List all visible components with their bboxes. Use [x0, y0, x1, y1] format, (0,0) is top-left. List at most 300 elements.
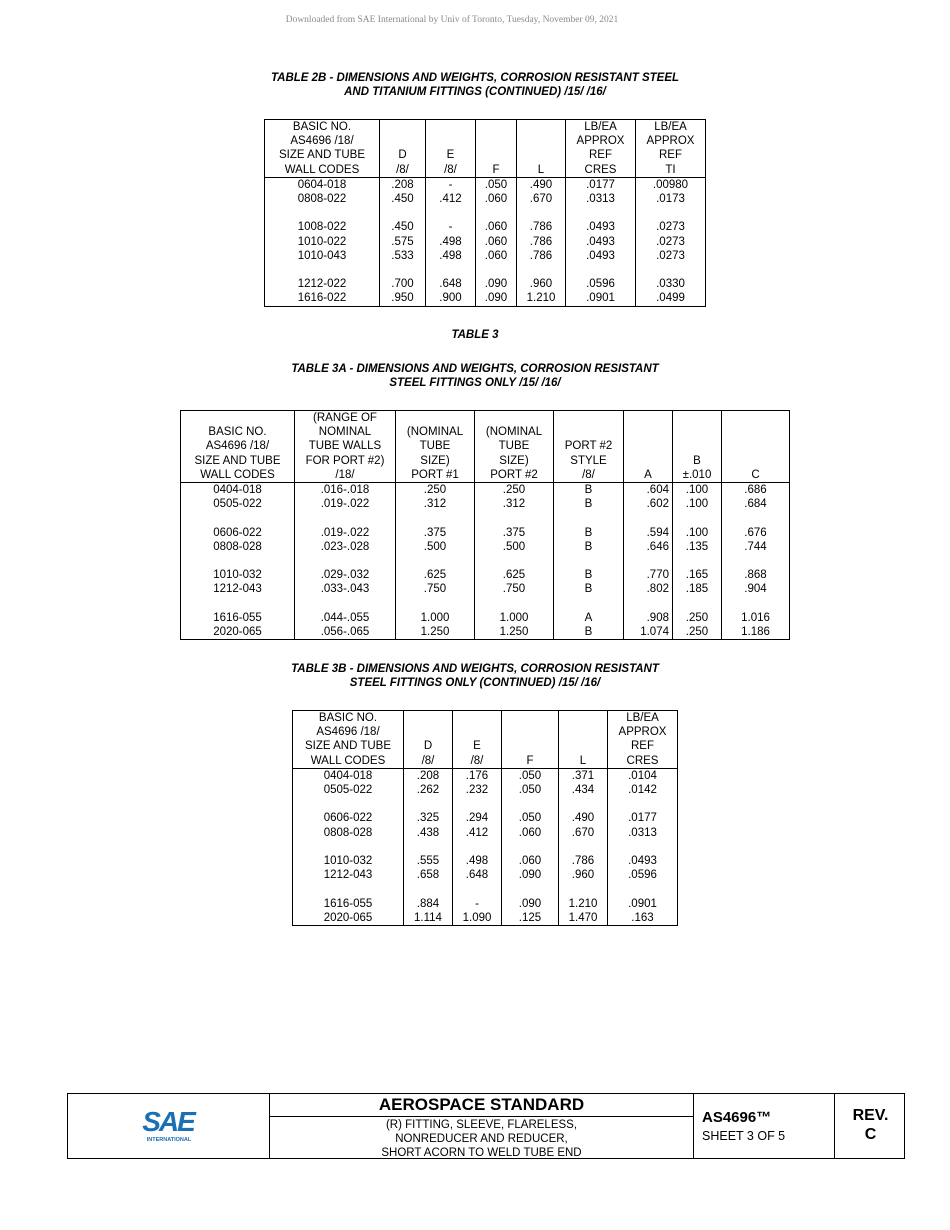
col-header-line: APPROX — [576, 135, 625, 148]
table-cell: 2020-065 — [181, 625, 295, 640]
table-cell: 1212-043 — [181, 582, 295, 596]
spacer-cell — [426, 263, 476, 277]
spacer-cell — [722, 554, 790, 568]
table-3a-body — [181, 483, 790, 640]
table-cell: .090 — [502, 868, 559, 882]
table-cell: .033-.043 — [295, 582, 396, 596]
col-header-line: PORT #2 — [490, 468, 538, 481]
table-cell: .060 — [476, 249, 517, 263]
table-cell: .434 — [559, 783, 608, 797]
table-cell: .0173 — [636, 192, 706, 206]
table-cell: .500 — [475, 540, 554, 554]
col-header-line: SIZE AND TUBE — [194, 454, 281, 467]
table-cell: .786 — [517, 249, 566, 263]
spacer-cell — [396, 597, 475, 611]
table-cell: .00980 — [636, 177, 706, 192]
table-cell: .375 — [396, 526, 475, 540]
table-cell: .0901 — [608, 897, 678, 911]
table-cell: 1616-055 — [293, 897, 404, 911]
table-3a-caption-line2: STEEL FITTINGS ONLY /15/ /16/ — [389, 377, 561, 389]
table-cell: - — [426, 220, 476, 234]
table-cell: .325 — [404, 811, 453, 825]
col-header-line: /8/ — [470, 754, 484, 767]
table-cell: 1.186 — [722, 625, 790, 640]
table-cell: .450 — [380, 192, 426, 206]
col-header-line: D — [423, 740, 433, 753]
table-cell: .250 — [673, 611, 722, 625]
table-3-caption: TABLE 3 — [451, 329, 499, 341]
spacer-cell — [517, 263, 566, 277]
table-cell: .090 — [476, 291, 517, 306]
col-header-line: LB/EA — [584, 121, 617, 133]
table-row — [293, 868, 678, 882]
table-cell: .648 — [426, 277, 476, 291]
table-cell: .0493 — [566, 249, 636, 263]
table-cell: .450 — [380, 220, 426, 234]
revision-value: C — [864, 1126, 877, 1143]
col-header-line: ±.010 — [682, 468, 712, 481]
spacer-cell — [295, 554, 396, 568]
table-cell: 1616-022 — [265, 291, 380, 306]
table-3b-caption — [0, 662, 950, 690]
table-row — [293, 783, 678, 797]
table-cell: .029-.032 — [295, 568, 396, 582]
table-row — [265, 177, 706, 192]
table-cell: 1010-022 — [265, 235, 380, 249]
table-spacer-row — [181, 597, 790, 611]
col-header-line: CRES — [584, 163, 617, 176]
table3a-col-header — [624, 411, 673, 483]
table-2b-caption-line2: AND TITANIUM FITTINGS (CONTINUED) /15/ /16/ — [344, 86, 606, 98]
spacer-cell — [380, 206, 426, 220]
spacer-cell — [722, 511, 790, 525]
col-header-line: STYLE — [570, 454, 607, 467]
col-header-line: TUBE — [419, 440, 451, 453]
table-cell: .533 — [380, 249, 426, 263]
col-header-line: WALL CODES — [200, 468, 275, 481]
table-cell: B — [554, 540, 624, 554]
table-cell: .884 — [404, 897, 453, 911]
spacer-cell — [453, 797, 502, 811]
table-cell: .232 — [453, 783, 502, 797]
table-cell: .498 — [453, 854, 502, 868]
col-header-line: L — [579, 754, 587, 767]
table-cell: .185 — [673, 582, 722, 596]
table-cell: 1010-043 — [265, 249, 380, 263]
table2b-col-header — [566, 120, 636, 178]
table-cell: .163 — [608, 911, 678, 926]
spacer-cell — [502, 840, 559, 854]
table-cell: .208 — [404, 768, 453, 783]
table-spacer-row — [293, 882, 678, 896]
table-row — [181, 625, 790, 640]
spacer-cell — [295, 511, 396, 525]
table2b-col-header — [426, 120, 476, 178]
spacer-cell — [453, 840, 502, 854]
col-header-line: (RANGE OF — [313, 412, 377, 424]
table-cell: .802 — [624, 582, 673, 596]
title-block-rev-cell — [835, 1094, 906, 1158]
table-cell: .786 — [517, 220, 566, 234]
table-cell: .908 — [624, 611, 673, 625]
table-cell: 0505-022 — [181, 497, 295, 511]
table-cell: .0142 — [608, 783, 678, 797]
table-cell: B — [554, 568, 624, 582]
table-cell: 1.090 — [453, 911, 502, 926]
spacer-cell — [636, 206, 706, 220]
spacer-cell — [566, 263, 636, 277]
table-cell: .375 — [475, 526, 554, 540]
col-header-line: LB/EA — [654, 121, 687, 133]
table-cell: 1.114 — [404, 911, 453, 926]
table-cell: 1010-032 — [181, 568, 295, 582]
spacer-cell — [559, 882, 608, 896]
table-cell: .575 — [380, 235, 426, 249]
table-cell: .438 — [404, 826, 453, 840]
table-cell: .555 — [404, 854, 453, 868]
table-cell: .0104 — [608, 768, 678, 783]
table-cell: .0273 — [636, 249, 706, 263]
table3a-col-header — [722, 411, 790, 483]
spacer-cell — [293, 840, 404, 854]
table-row — [181, 540, 790, 554]
table-row — [181, 526, 790, 540]
title-block-docno-cell — [694, 1094, 835, 1158]
col-header-line: SIZE) — [420, 454, 450, 467]
col-header-line: /8/ — [444, 163, 457, 176]
table3b-col-header — [453, 711, 502, 769]
spacer-cell — [293, 797, 404, 811]
table-cell: .412 — [426, 192, 476, 206]
col-header-line: (NOMINAL — [406, 426, 464, 439]
table-2b-caption — [0, 71, 950, 99]
table3a-col-header — [673, 411, 722, 483]
col-header-line: REF — [631, 740, 654, 753]
table-cell: .904 — [722, 582, 790, 596]
table2b-col-header — [380, 120, 426, 178]
col-header-line: /8/ — [396, 163, 409, 176]
col-header-line: CRES — [626, 754, 659, 767]
table-cell: .498 — [426, 249, 476, 263]
col-header-line: TUBE WALLS — [308, 440, 382, 453]
table2b-col-header — [476, 120, 517, 178]
sae-logo-subtext: INTERNATIONAL — [146, 1137, 192, 1143]
table-cell: 0604-018 — [265, 177, 380, 192]
table-cell: .490 — [517, 177, 566, 192]
table-cell: .744 — [722, 540, 790, 554]
table-cell: .044-.055 — [295, 611, 396, 625]
table-cell: 0505-022 — [293, 783, 404, 797]
col-header-line: /18/ — [335, 468, 355, 481]
spacer-cell — [396, 554, 475, 568]
table-cell: .670 — [517, 192, 566, 206]
table-cell: .050 — [502, 768, 559, 783]
spacer-cell — [554, 597, 624, 611]
col-header-line: FOR PORT #2) — [305, 454, 385, 467]
spacer-cell — [554, 554, 624, 568]
spacer-cell — [476, 263, 517, 277]
table-row — [293, 911, 678, 926]
table-cell: .294 — [453, 811, 502, 825]
table-row — [293, 811, 678, 825]
table-spacer-row — [181, 554, 790, 568]
spacer-cell — [608, 797, 678, 811]
col-header-line: SIZE AND TUBE — [304, 740, 392, 753]
col-header-line: BASIC NO. — [318, 712, 378, 724]
col-header-line: AS4696 /18/ — [316, 726, 380, 739]
sae-logo-text: SAE — [142, 1107, 194, 1137]
table-cell: .0499 — [636, 291, 706, 306]
table-3a-caption — [0, 362, 950, 390]
table-cell: .060 — [502, 826, 559, 840]
table-cell: 1.250 — [475, 625, 554, 640]
table3a-col-header — [181, 411, 295, 483]
table-cell: .500 — [396, 540, 475, 554]
spacer-cell — [265, 263, 380, 277]
table2b-col-header — [265, 120, 380, 178]
table-cell: 1.470 — [559, 911, 608, 926]
table-cell: .060 — [476, 220, 517, 234]
table-2b-caption-line1: TABLE 2B - DIMENSIONS AND WEIGHTS, CORROSION RESISTANT STEEL — [270, 72, 680, 84]
table-3b-header-row — [293, 711, 678, 769]
col-header-line: WALL CODES — [284, 163, 360, 176]
table-cell: 0808-022 — [265, 192, 380, 206]
table-3a-caption-line1: TABLE 3A - DIMENSIONS AND WEIGHTS, CORROSION RESISTANT — [291, 363, 659, 375]
table-cell: .0493 — [608, 854, 678, 868]
table-cell: .750 — [475, 582, 554, 596]
table-2b-body — [265, 177, 706, 306]
table-cell: .312 — [475, 497, 554, 511]
table-cell: .056-.065 — [295, 625, 396, 640]
table-cell: .0596 — [566, 277, 636, 291]
table-cell: 1616-055 — [181, 611, 295, 625]
col-header-line: APPROX — [646, 135, 695, 148]
table3b-col-header — [404, 711, 453, 769]
col-header-line: L — [537, 163, 545, 176]
table-cell: .0313 — [608, 826, 678, 840]
col-header-line: AS4696 /18/ — [205, 440, 270, 453]
table-row — [265, 192, 706, 206]
spacer-cell — [502, 797, 559, 811]
col-header-line: LB/EA — [626, 712, 659, 724]
table-cell: .019-.022 — [295, 497, 396, 511]
col-header-line: /8/ — [421, 754, 435, 767]
table-3b-caption-line2: STEEL FITTINGS ONLY (CONTINUED) /15/ /16/ — [349, 677, 601, 689]
table-cell: .090 — [502, 897, 559, 911]
spacer-cell — [404, 840, 453, 854]
table-3b-caption-line1: TABLE 3B - DIMENSIONS AND WEIGHTS, CORROSION RESISTANT — [291, 663, 659, 675]
table-cell: .060 — [502, 854, 559, 868]
title-block-logo-cell — [68, 1094, 270, 1158]
table-cell: .0177 — [608, 811, 678, 825]
table-spacer-row — [265, 263, 706, 277]
spacer-cell — [426, 206, 476, 220]
download-note: Downloaded from SAE International by Univ of Toronto, Tuesday, November 09, 2021 — [285, 15, 619, 25]
table-3a-header-row — [181, 411, 790, 483]
table-cell: .900 — [426, 291, 476, 306]
table-cell: .658 — [404, 868, 453, 882]
col-header-line: PORT #1 — [411, 468, 459, 481]
spacer-cell — [295, 597, 396, 611]
spacer-cell — [453, 882, 502, 896]
col-header-line: SIZE) — [499, 454, 529, 467]
title-block — [67, 1093, 905, 1159]
col-header-line: AS4696 /18/ — [290, 135, 354, 148]
spacer-cell — [181, 554, 295, 568]
spacer-cell — [608, 840, 678, 854]
table-cell: .960 — [559, 868, 608, 882]
table-spacer-row — [265, 206, 706, 220]
col-header-line: (NOMINAL — [485, 426, 543, 439]
col-header-line: A — [644, 468, 652, 481]
table-cell: .100 — [673, 497, 722, 511]
table-cell: .950 — [380, 291, 426, 306]
table-2b-header-row — [265, 120, 706, 178]
spacer-cell — [404, 797, 453, 811]
col-header-line: APPROX — [618, 726, 667, 739]
table3b-col-header — [502, 711, 559, 769]
col-header-line: REF — [589, 149, 612, 162]
table-cell: .960 — [517, 277, 566, 291]
table-cell: .868 — [722, 568, 790, 582]
table-cell: 1.000 — [396, 611, 475, 625]
table-cell: .648 — [453, 868, 502, 882]
table-row — [293, 768, 678, 783]
table-row — [293, 897, 678, 911]
table-cell: .646 — [624, 540, 673, 554]
col-header-line: TUBE — [498, 440, 530, 453]
table-cell: B — [554, 625, 624, 640]
table-cell: .0273 — [636, 235, 706, 249]
document-number: AS4696™ — [702, 1109, 772, 1126]
table-cell: - — [453, 897, 502, 911]
col-header-line: C — [751, 468, 760, 481]
spacer-cell — [624, 554, 673, 568]
table-cell: B — [554, 582, 624, 596]
spacer-cell — [636, 263, 706, 277]
spacer-cell — [566, 206, 636, 220]
aerospace-standard-heading: AEROSPACE STANDARD — [270, 1094, 693, 1117]
table-cell: .371 — [559, 768, 608, 783]
spacer-cell — [624, 511, 673, 525]
col-header-line: TI — [665, 163, 676, 176]
table-row — [181, 497, 790, 511]
table-cell: A — [554, 611, 624, 625]
table-cell: .786 — [517, 235, 566, 249]
table-cell: .676 — [722, 526, 790, 540]
table-3a — [180, 410, 790, 640]
table-cell: .090 — [476, 277, 517, 291]
table-row — [181, 611, 790, 625]
title-block-title-cell — [270, 1094, 694, 1158]
table-cell: .0493 — [566, 235, 636, 249]
table2b-col-header — [517, 120, 566, 178]
col-header-line: B — [693, 454, 701, 467]
table3b-col-header — [559, 711, 608, 769]
table-cell: .0177 — [566, 177, 636, 192]
table-cell: .750 — [396, 582, 475, 596]
table-row — [293, 826, 678, 840]
col-header-line: BASIC NO. — [292, 121, 352, 133]
table-cell: .135 — [673, 540, 722, 554]
table-cell: .0330 — [636, 277, 706, 291]
table-row — [265, 277, 706, 291]
table-cell: 1.210 — [517, 291, 566, 306]
table-cell: - — [426, 177, 476, 192]
spacer-cell — [380, 263, 426, 277]
table-3b — [292, 710, 678, 926]
table-cell: .625 — [475, 568, 554, 582]
table-cell: 0606-022 — [181, 526, 295, 540]
table-cell: .0901 — [566, 291, 636, 306]
table-cell: .604 — [624, 483, 673, 498]
table-cell: .0493 — [566, 220, 636, 234]
table-cell: 1010-032 — [293, 854, 404, 868]
table-row — [181, 483, 790, 498]
table-spacer-row — [293, 797, 678, 811]
table-cell: .125 — [502, 911, 559, 926]
table-cell: .0313 — [566, 192, 636, 206]
table-cell: .498 — [426, 235, 476, 249]
spacer-cell — [181, 597, 295, 611]
table-cell: .0596 — [608, 868, 678, 882]
table-cell: .625 — [396, 568, 475, 582]
col-header-line: /8/ — [582, 468, 595, 481]
table-cell: 1008-022 — [265, 220, 380, 234]
spacer-cell — [554, 511, 624, 525]
table-cell: .670 — [559, 826, 608, 840]
table-cell: .250 — [673, 625, 722, 640]
table-cell: .050 — [476, 177, 517, 192]
table-cell: .770 — [624, 568, 673, 582]
table-cell: B — [554, 497, 624, 511]
revision-label: REV. — [852, 1107, 889, 1124]
sheet-number: SHEET 3 OF 5 — [702, 1129, 786, 1143]
table-cell: .686 — [722, 483, 790, 498]
spacer-cell — [673, 554, 722, 568]
table3a-col-header — [475, 411, 554, 483]
table-cell: .262 — [404, 783, 453, 797]
document-title-line2: NONREDUCER AND REDUCER, — [395, 1133, 568, 1145]
table-row — [265, 235, 706, 249]
table-cell: 1212-043 — [293, 868, 404, 882]
table3a-col-header — [295, 411, 396, 483]
table-cell: .060 — [476, 235, 517, 249]
spacer-cell — [293, 882, 404, 896]
col-header-line: PORT #2 — [564, 440, 613, 453]
table3a-col-header — [396, 411, 475, 483]
spacer-cell — [673, 511, 722, 525]
spacer-cell — [475, 597, 554, 611]
spacer-cell — [265, 206, 380, 220]
table-cell: .165 — [673, 568, 722, 582]
table3b-col-header — [608, 711, 678, 769]
table-cell: .490 — [559, 811, 608, 825]
table-cell: 0404-018 — [181, 483, 295, 498]
table-cell: .684 — [722, 497, 790, 511]
spacer-cell — [396, 511, 475, 525]
table-cell: .700 — [380, 277, 426, 291]
table-cell: .594 — [624, 526, 673, 540]
col-header-line: BASIC NO. — [208, 426, 267, 439]
table-cell: .016-.018 — [295, 483, 396, 498]
table-cell: .050 — [502, 783, 559, 797]
sae-logo-icon — [138, 1107, 200, 1143]
table-cell: .208 — [380, 177, 426, 192]
col-header-line: E — [446, 149, 455, 162]
col-header-line: F — [526, 754, 534, 767]
table-cell: .786 — [559, 854, 608, 868]
